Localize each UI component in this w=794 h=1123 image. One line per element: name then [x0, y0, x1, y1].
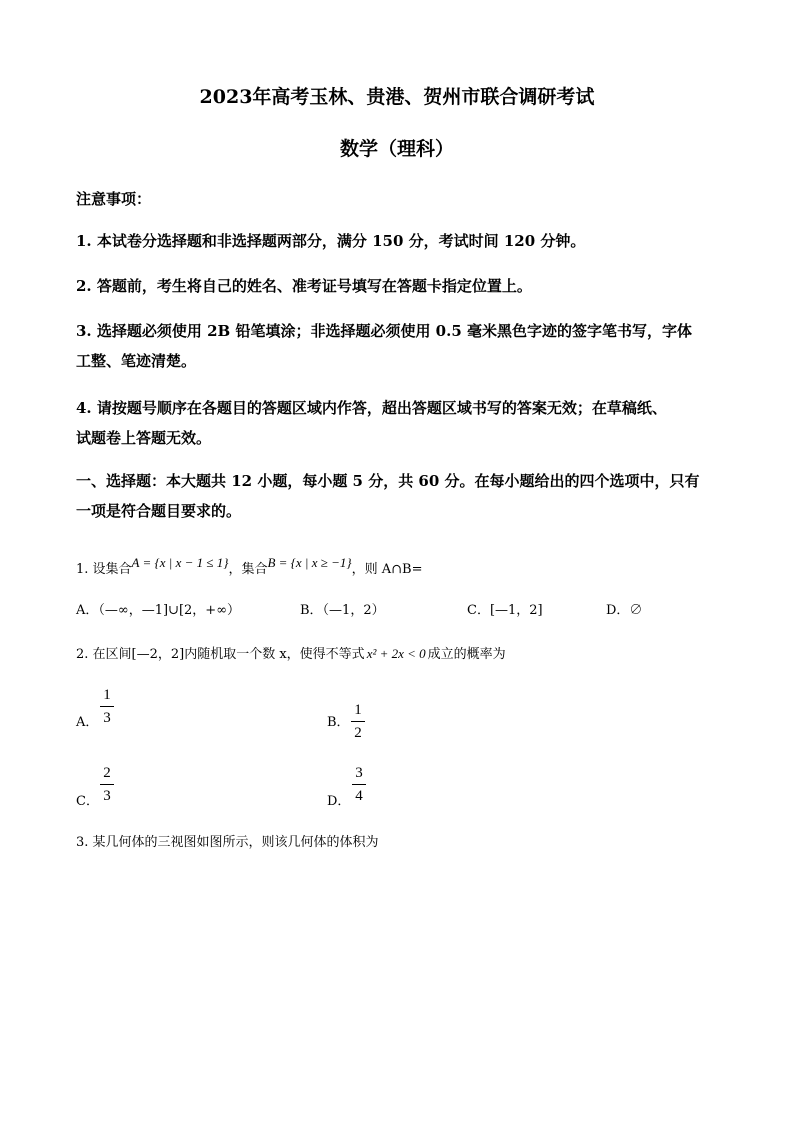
fraction-bar — [100, 784, 114, 785]
question-1 — [76, 555, 423, 577]
fraction-bar — [352, 784, 366, 785]
q2-option-c-label: C． — [76, 794, 99, 809]
fraction-bar — [351, 721, 365, 722]
notice-heading: 注意事项： — [76, 190, 152, 208]
q2-option-a-numerator: 1 — [103, 687, 111, 703]
notice-item-3: 3. 选择题必须使用 2B 铅笔填涂；非选择题必须使用 0.5 毫米黑色字迹的签字笔书写，字体 — [76, 322, 692, 340]
fraction-bar — [100, 706, 114, 707]
q2-option-a-fraction — [100, 686, 114, 727]
q1-mid: ，集合 — [228, 562, 268, 577]
q2-option-d-denominator: 4 — [355, 788, 363, 804]
q2-expression: x² + 2x < 0 — [366, 646, 426, 661]
q1-option-d: D．∅ — [606, 603, 643, 618]
q2-option-c-numerator: 2 — [103, 765, 111, 781]
q2-option-b-denominator: 2 — [354, 725, 362, 741]
notice-item-2: 2. 答题前，考生将自己的姓名、准考证号填写在答题卡指定位置上。 — [76, 277, 532, 295]
exam-title: 2023年高考玉林、贵港、贺州市联合调研考试 — [199, 86, 595, 108]
q2-option-d-fraction — [352, 764, 366, 805]
q1-prefix: 1. 设集合 — [76, 562, 132, 577]
q1-set-b: B = {x | x ≥ −1} — [267, 555, 352, 570]
q2-option-b-label: B． — [327, 715, 350, 730]
q1-set-a: A = {x | x − 1 ≤ 1} — [131, 555, 229, 570]
section-heading-line1: 一、选择题：本大题共 12 小题，每小题 5 分，共 60 分。在每小题给出的四个选项中，只有 — [76, 472, 700, 490]
exam-subtitle: 数学（理科） — [339, 138, 454, 160]
q2-option-b-numerator: 1 — [354, 702, 362, 718]
notice-item-4-cont: 试题卷上答题无效。 — [76, 429, 212, 447]
notice-item-4: 4. 请按题号顺序在各题目的答题区域内作答，超出答题区域书写的答案无效；在草稿纸、 — [76, 399, 667, 417]
question-2 — [76, 643, 506, 662]
q1-option-c: C．[—1，2] — [467, 603, 543, 618]
q2-option-d-numerator: 3 — [355, 765, 363, 781]
notice-item-3-cont: 工整、笔迹清楚。 — [76, 352, 197, 370]
q2-option-d-label: D． — [327, 794, 351, 809]
q1-suffix: ，则 A∩B= — [351, 562, 423, 577]
q1-option-b: B．（—1，2） — [300, 603, 385, 618]
q2-option-c-fraction — [100, 764, 114, 805]
q2-option-c-denominator: 3 — [103, 788, 111, 804]
q2-option-a-denominator: 3 — [103, 710, 111, 726]
q2-option-b-fraction — [351, 701, 365, 742]
q2-option-a-label: A． — [76, 715, 99, 730]
question-3: 3. 某几何体的三视图如图所示，则该几何体的体积为 — [76, 835, 379, 850]
q2-prefix: 2. 在区间[—2，2]内随机取一个数 x，使得不等式 — [76, 647, 365, 662]
q1-option-a: A．（—∞，—1]∪[2，+∞） — [76, 603, 241, 618]
section-heading-line2: 一项是符合题目要求的。 — [76, 502, 242, 520]
notice-item-1: 1. 本试卷分选择题和非选择题两部分，满分 150 分，考试时间 120 分钟。 — [76, 232, 586, 250]
q2-suffix: 成立的概率为 — [427, 647, 506, 662]
